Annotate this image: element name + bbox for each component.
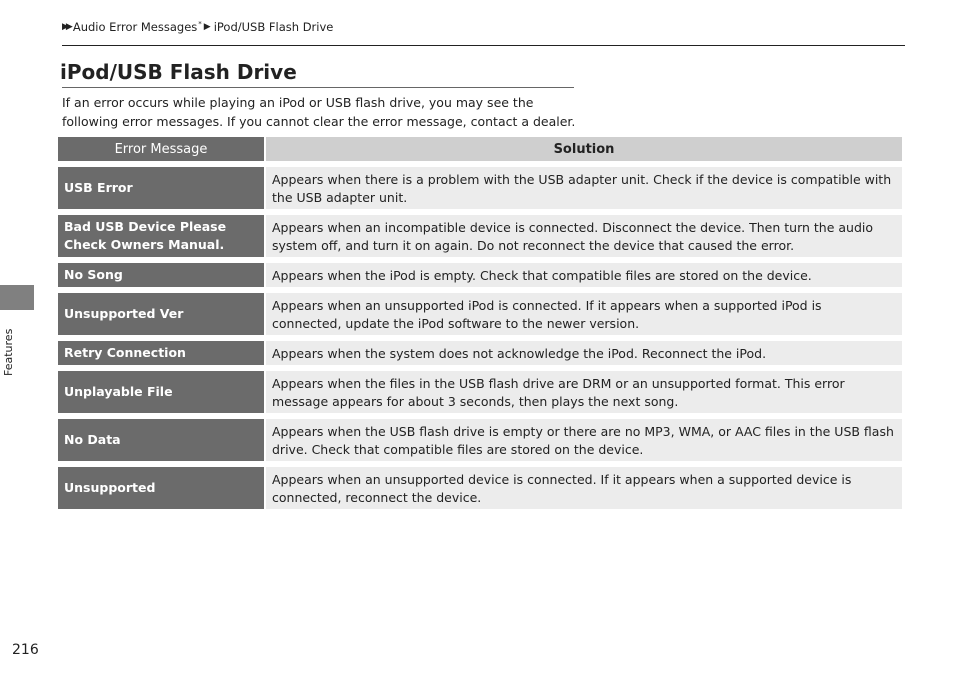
solution-cell: Appears when there is a problem with the USB adapter unit. Check if the device is compatible with the USB adapter unit.	[266, 167, 902, 209]
header-divider	[62, 45, 905, 46]
table-row	[58, 167, 902, 209]
section-label: Features	[2, 328, 15, 376]
title-underline	[62, 87, 574, 88]
error-message-cell: Unplayable File	[58, 371, 264, 413]
breadcrumb-parent[interactable]: Audio Error Messages*	[72, 20, 202, 34]
solution-cell: Appears when an incompatible device is connected. Disconnect the device. Then turn the audio system off, and turn it on again. Do not reconnect the device that caused the error.	[266, 215, 902, 257]
table-row	[58, 467, 902, 509]
error-message-cell: Retry Connection	[58, 341, 264, 365]
error-message-table	[58, 137, 902, 515]
breadcrumb-current: iPod/USB Flash Drive	[213, 20, 334, 34]
header-solution: Solution	[266, 137, 902, 161]
table-row	[58, 215, 902, 257]
solution-cell: Appears when an unsupported device is connected. If it appears when a supported device is connected, reconnect the device.	[266, 467, 902, 509]
error-message-cell: No Song	[58, 263, 264, 287]
solution-cell: Appears when the iPod is empty. Check that compatible files are stored on the device.	[266, 263, 902, 287]
error-message-cell: Bad USB Device Please Check Owners Manual.	[58, 215, 264, 257]
table-row	[58, 293, 902, 335]
solution-cell: Appears when the files in the USB flash drive are DRM or an unsupported format. This error message appears for about 3 seconds, then plays the next song.	[266, 371, 902, 413]
error-message-cell: No Data	[58, 419, 264, 461]
page-number: 216	[12, 642, 39, 658]
table-row	[58, 263, 902, 287]
double-arrow-icon: ▶▶	[62, 22, 70, 32]
error-message-cell: Unsupported	[58, 467, 264, 509]
solution-cell: Appears when the system does not acknowledge the iPod. Reconnect the iPod.	[266, 341, 902, 365]
intro-text: If an error occurs while playing an iPod or USB flash drive, you may see the following error messages. If you cannot clear the error message, contact a dealer.	[62, 95, 576, 129]
table-row	[58, 371, 902, 413]
solution-cell: Appears when an unsupported iPod is connected. If it appears when a supported iPod is connected, update the iPod software to the newer version.	[266, 293, 902, 335]
solution-cell: Appears when the USB flash drive is empty or there are no MP3, WMA, or AAC files in the USB flash drive. Check that compatible files are stored on the device.	[266, 419, 902, 461]
section-tab-marker	[0, 285, 34, 310]
error-message-cell: USB Error	[58, 167, 264, 209]
table-row	[58, 419, 902, 461]
arrow-right-icon: ▶	[203, 22, 211, 32]
breadcrumb	[62, 20, 333, 34]
error-message-cell: Unsupported Ver	[58, 293, 264, 335]
table-header	[58, 137, 902, 161]
page-title: iPod/USB Flash Drive	[60, 60, 297, 84]
header-error-message: Error Message	[58, 137, 264, 161]
table-row	[58, 341, 902, 365]
